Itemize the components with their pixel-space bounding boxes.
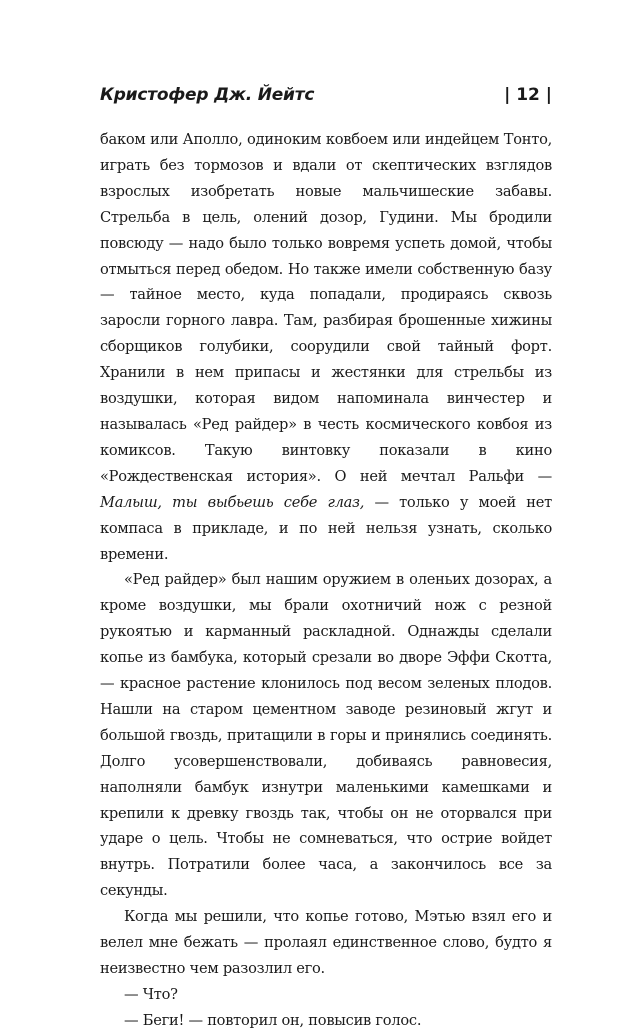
body-text bbox=[100, 127, 552, 1034]
page-header bbox=[100, 80, 552, 110]
paragraph-1 bbox=[100, 127, 552, 567]
dialogue-line-2: — Беги! — повторил он, повысив голос. bbox=[124, 1011, 422, 1029]
paragraph-3: Когда мы решили, что копье готово, Мэтью взял его и велел мне бежать — пролаял единственное слово, будто я неизвестно чем разозлил его. bbox=[100, 908, 552, 977]
page-number: | 12 | bbox=[504, 85, 552, 105]
paragraph-1-text-before: баком или Аполло, одиноким ковбоем или индейцем Тонто, играть без тормозов и вдали от скептических взглядов взрослых изобретать новые мальчишеские забавы. Стрельба в цель, олений дозор, Гудини. Мы бродили повсюду — надо было только вовремя успеть домой, чтобы отмыться перед обедом. Но также имели собственную базу — тайное место, куда попадали, продираясь сквозь заросли горного лавра. Там, разбирая брошенные хижины сборщиков голубики, соорудили свой тайный форт. Хранили в нем припасы и жестянки для стрельбы из воздушки, которая видом напоминала винчестер и называлась «Ред райдер» в честь космического ковбоя из комиксов. Такую винтовку показали в кино «Рождественская история». О ней мечтал Ральфи — bbox=[100, 131, 552, 485]
paragraph-2: «Ред райдер» был нашим оружием в оленьих дозорах, а кроме воздушки, мы брали охотничий нож с резной рукоятью и карманный раскладной. Однажды сделали копье из бамбука, который срезали во дворе Эффи Скотта, — красное растение клонилось под весом зеленых плодов. Нашли на старом цементном заводе резиновый жгут и большой гвоздь, притащили в горы и принялись соединять. Долго усовершенствовали, добиваясь равновесия, наполняли бамбук изнутри маленькими камешками и крепили к древку гвоздь так, чтобы он не оторвался при ударе о цель. Чтобы не сомневаться, что острие войдет внутрь. Потратили более часа, а закончилось все за секунды. bbox=[100, 571, 552, 900]
paragraph-1-text-after: — только у моей нет компаса в прикладе, и по ней нельзя узнать, сколько времени. bbox=[100, 493, 552, 563]
running-head-author: Кристофер Дж. Йейтс bbox=[100, 85, 315, 105]
dialogue-line-1: — Что? bbox=[124, 985, 178, 1003]
paragraph-1-italic-quote: Малыш, ты выбьешь себе глаз, bbox=[100, 493, 365, 511]
